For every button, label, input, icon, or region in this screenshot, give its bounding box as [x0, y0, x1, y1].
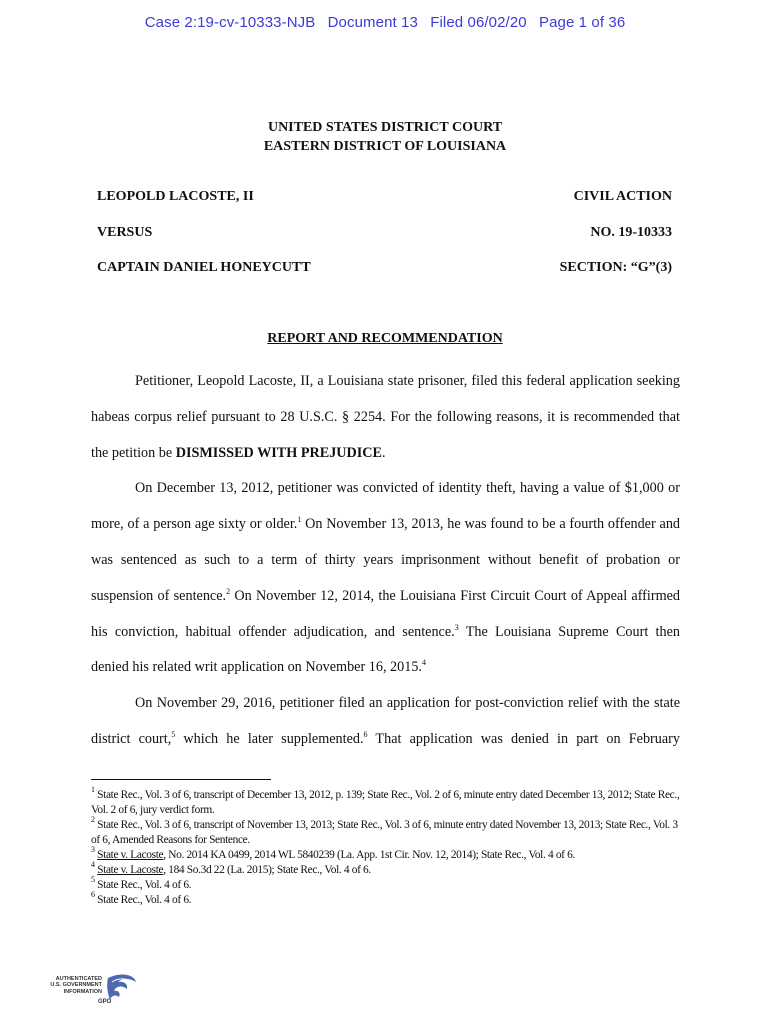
- gpo-logo-text: [44, 976, 102, 995]
- footnote-ref-2[interactable]: 2: [226, 586, 231, 596]
- footnote-number: 4: [91, 860, 95, 869]
- footnote-ref-3[interactable]: 3: [454, 622, 459, 632]
- versus-label: VERSUS: [97, 225, 153, 240]
- court-name: UNITED STATES DISTRICT COURT: [267, 120, 503, 135]
- section-label: SECTION: “G”(3): [559, 260, 672, 275]
- paragraph-3-text-c: That application was denied in part on February: [367, 730, 680, 747]
- footnote-citation: State v. Lacoste: [97, 864, 164, 876]
- gpo-eagle-icon: [100, 972, 140, 1014]
- footnote-text: State Rec., Vol. 3 of 6, transcript of November 13, 2013; State Rec., Vol. 3 of 6, minute entry dated November 13, 2013; State Rec., Vol. 3 of 6, Amended Reasons for Sentence.: [91, 819, 678, 846]
- paragraph-1-end: .: [382, 444, 386, 461]
- footnote-3: [91, 845, 682, 863]
- footnote-5: [91, 875, 682, 893]
- footnote-text: , No. 2014 KA 0499, 2014 WL 5840239 (La. App. 1st Cir. Nov. 12, 2014); State Rec., Vol. 4 of 6.: [163, 849, 575, 861]
- gpo-line-2: U.S. GOVERNMENT: [50, 982, 102, 989]
- paragraph-2-text-b: On November 13, 2013, he was found to be a fourth offender and was sentenced as such to a term of thirty years imprisonment without benefit of probation or suspension of sentence.: [91, 516, 681, 604]
- gpo-authentication-logo: [44, 972, 134, 1014]
- footnote-4: [91, 860, 682, 878]
- footnote-number: 6: [91, 890, 95, 899]
- paragraph-2-text-a: On December 13, 2012, petitioner was convicted of identity theft, having a value of $1,000 or more, of a person age sixty or older.: [91, 480, 680, 533]
- page-number: Page 1 of 36: [538, 14, 626, 31]
- paragraph-3-text-a: On November 29, 2016, petitioner filed an application for post-conviction relief with the state district court,: [91, 695, 680, 747]
- document-body: [91, 364, 680, 758]
- footnote-text: State Rec., Vol. 4 of 6.: [94, 894, 192, 906]
- gpo-line-1: AUTHENTICATED: [55, 976, 102, 982]
- paragraph-1: [91, 364, 680, 471]
- footnote-text: State Rec., Vol. 4 of 6.: [94, 879, 192, 891]
- footnote-number: 5: [91, 875, 95, 884]
- footnote-number: 3: [91, 845, 95, 854]
- paragraph-3: [91, 686, 680, 758]
- civil-action-label: CIVIL ACTION: [573, 189, 672, 204]
- footnote-number: 2: [91, 815, 95, 824]
- footnote-text: , 184 So.3d 22 (La. 2015); State Rec., Vol. 4 of 6.: [163, 864, 371, 876]
- disposition-text: DISMISSED WITH PREJUDICE: [175, 444, 383, 461]
- paragraph-2-text-c: On November 12, 2014, the Louisiana First Circuit Court of Appeal affirmed his conviction, habitual offender adjudication, and sentence.: [91, 587, 681, 640]
- case-number-caption: NO. 19-10333: [590, 225, 672, 240]
- defendant-name: CAPTAIN DANIEL HONEYCUTT: [97, 260, 311, 275]
- footnote-2: [91, 815, 682, 848]
- footnote-1: [91, 785, 682, 818]
- footnote-ref-4[interactable]: 4: [421, 658, 426, 668]
- filed-date: Filed 06/02/20: [430, 14, 527, 31]
- case-number: Case 2:19-cv-10333-NJB: [144, 14, 316, 31]
- paragraph-3-text-b: which he later supplemented.: [175, 730, 364, 747]
- paragraph-1-text: Petitioner, Leopold Lacoste, II, a Louisiana state prisoner, filed this federal application seeking habeas corpus relief pursuant to 28 U.S.C. § 2254. For the following reasons, it is recommended that the petition be: [91, 373, 680, 461]
- footnote-number: 1: [91, 785, 95, 794]
- document-number: Document 13: [327, 14, 418, 31]
- court-district: EASTERN DISTRICT OF LOUISIANA: [263, 139, 507, 154]
- footnote-divider: [91, 779, 271, 780]
- footnote-ref-6[interactable]: 6: [363, 729, 368, 739]
- plaintiff-name: LEOPOLD LACOSTE, II: [97, 189, 254, 204]
- court-heading: [0, 118, 770, 156]
- footnote-text: State Rec., Vol. 3 of 6, transcript of December 13, 2012, p. 139; State Rec., Vol. 2 of 6, minute entry dated December 13, 2012; State Rec., Vol. 2 of 6, jury verdict form.: [91, 789, 680, 816]
- paragraph-2: [91, 471, 680, 686]
- gpo-line-3: INFORMATION: [63, 988, 102, 995]
- footnote-ref-1[interactable]: 1: [297, 515, 302, 525]
- footnote-6: [91, 890, 682, 908]
- footnote-citation: State v. Lacoste: [97, 849, 164, 861]
- document-title: REPORT AND RECOMMENDATION: [267, 331, 503, 346]
- footnote-ref-5[interactable]: 5: [171, 729, 176, 739]
- footnotes: [91, 785, 682, 908]
- gpo-label: GPO: [98, 999, 112, 1005]
- case-header: [0, 14, 770, 31]
- paragraph-2-text-d: The Louisiana Supreme Court then denied his related writ application on November 16, 2015.: [91, 623, 680, 676]
